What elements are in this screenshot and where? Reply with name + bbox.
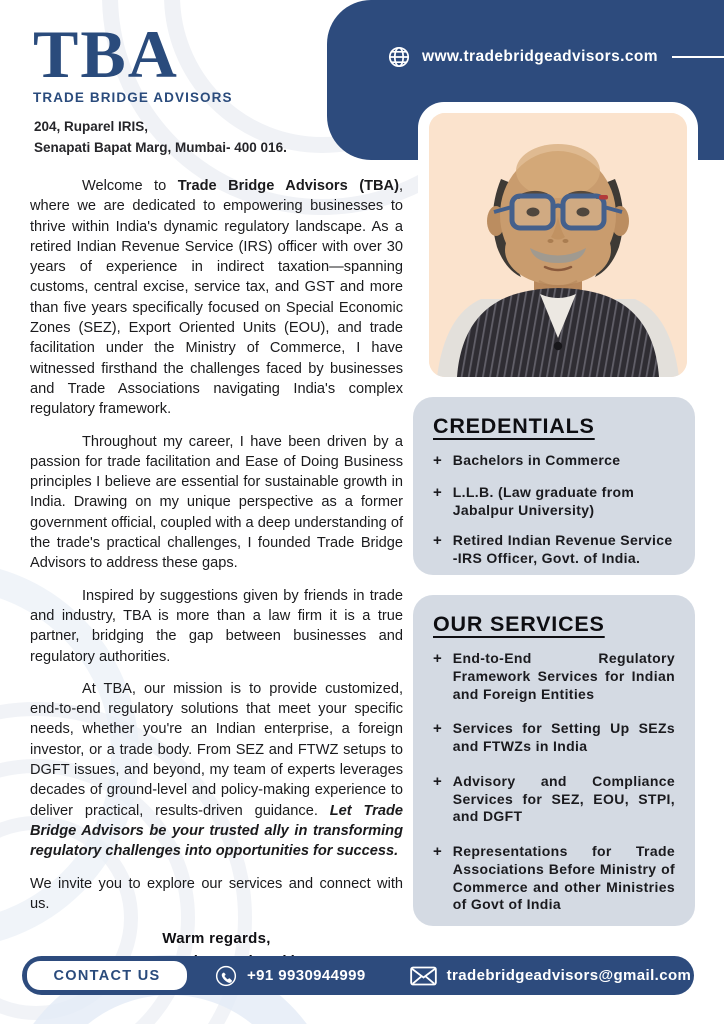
plus-bullet-icon: + (433, 532, 442, 550)
logo-wordmark: TRADE BRIDGE ADVISORS (33, 89, 233, 105)
portrait-illustration (429, 113, 687, 377)
phone-icon (215, 965, 237, 987)
plus-bullet-icon: + (433, 772, 442, 790)
intro-paragraph-3: Inspired by suggestions given by friends in trade and industry, TBA is more than a law firm it is a true partner, bridging the gap between businesses and regulatory authorities. (30, 587, 403, 665)
address-line-1: 204, Ruparel IRIS, (34, 119, 149, 134)
credential-text: L.L.B. (Law graduate from Jabalpur University) (452, 483, 635, 518)
body-copy (30, 176, 403, 996)
service-item (431, 720, 675, 756)
service-item (431, 773, 675, 826)
portrait-photo (429, 113, 687, 377)
credentials-panel (413, 397, 695, 575)
company-logo (33, 16, 233, 105)
intro-paragraph-1: Welcome to Trade Bridge Advisors (TBA), where we are dedicated to empowering businesses to thrive within India's dynamic regulatory landscape. As a retired Indian Revenue Service (IRS) officer with over 30 years of experience in indirect taxation—spanning customs, central excise, service tax, and GST and more than five years specifically focused on Special Economic Zones (SEZ), Export Oriented Units (EOU), and trade facilitation under the Ministry of Commerce, I have witnessed firsthand the challenges faced by businesses and Trade Associations navigating India's complex regulatory framework. (30, 178, 403, 418)
service-item (431, 650, 675, 703)
invite-line: We invite you to explore our services and connect with us. (30, 875, 403, 912)
service-item (431, 843, 675, 914)
plus-bullet-icon: + (433, 843, 442, 861)
company-address (34, 117, 287, 159)
globe-icon (387, 45, 411, 69)
logo-mark: TBA (33, 16, 179, 92)
banner-divider-line (672, 56, 724, 58)
contact-us-button[interactable]: CONTACT US (27, 961, 187, 990)
address-line-2: Senapati Bapat Marg, Mumbai- 400 016. (34, 139, 287, 155)
plus-bullet-icon: + (433, 720, 442, 738)
intro-paragraph-4: At TBA, our mission is to provide customized, end-to-end regulatory solutions that meet your specific needs, whether you're an Indian enterprise, a foreign investor, or a trade body. From SEZ and FTWZ setups to DGFT issues, and beyond, my team of experts leverages decades of ground-level and policy-making experience to deliver practical, results-driven guidance. Let Trade Bridge Advisors be your trusted ally in transforming regulatory challenges into opportunities for success. (30, 680, 403, 860)
services-title: OUR SERVICES (433, 612, 605, 636)
credential-text: Bachelors in Commerce (452, 452, 621, 468)
plus-bullet-icon: + (433, 483, 442, 501)
service-text: Advisory and Compliance Services for SEZ, EOU, STPI, and DGFT (452, 772, 675, 825)
service-text: Services for Setting Up SEZs and FTWZs in India (452, 720, 675, 755)
credentials-title: CREDENTIALS (433, 414, 595, 438)
plus-bullet-icon: + (433, 650, 442, 667)
mail-icon (410, 966, 437, 986)
plus-bullet-icon: + (433, 452, 442, 469)
credential-item (431, 484, 675, 520)
service-text: End-to-End Regulatory Framework Services for Indian and Foreign Entities (452, 650, 675, 702)
contact-bar (22, 956, 694, 995)
credential-item (431, 532, 675, 568)
credential-text: Retired Indian Revenue Service -IRS Officer, Govt. of India. (452, 532, 673, 567)
credential-item (431, 452, 675, 471)
portrait-photo-card (418, 102, 698, 388)
email-address[interactable]: tradebridgeadvisors@gmail.com (446, 967, 692, 984)
services-panel (413, 595, 695, 926)
signoff-line-1: Warm regards, (162, 930, 271, 948)
service-text: Representations for Trade Associations Before Ministry of Commerce and other Ministries of Govt of India (452, 843, 675, 913)
intro-paragraph-2: Throughout my career, I have been driven by a passion for trade facilitation and Ease of Doing Business principles I believe are essential for sustainable growth in India. Drawing on my unique perspective as a former government official, coupled with a deep understanding of the trade's practical challenges, I founded Trade Bridge Advisors to address these gaps. (30, 433, 403, 572)
phone-number[interactable]: +91 9930944999 (247, 967, 366, 984)
website-link[interactable]: www.tradebridgeadvisors.com (422, 48, 658, 65)
